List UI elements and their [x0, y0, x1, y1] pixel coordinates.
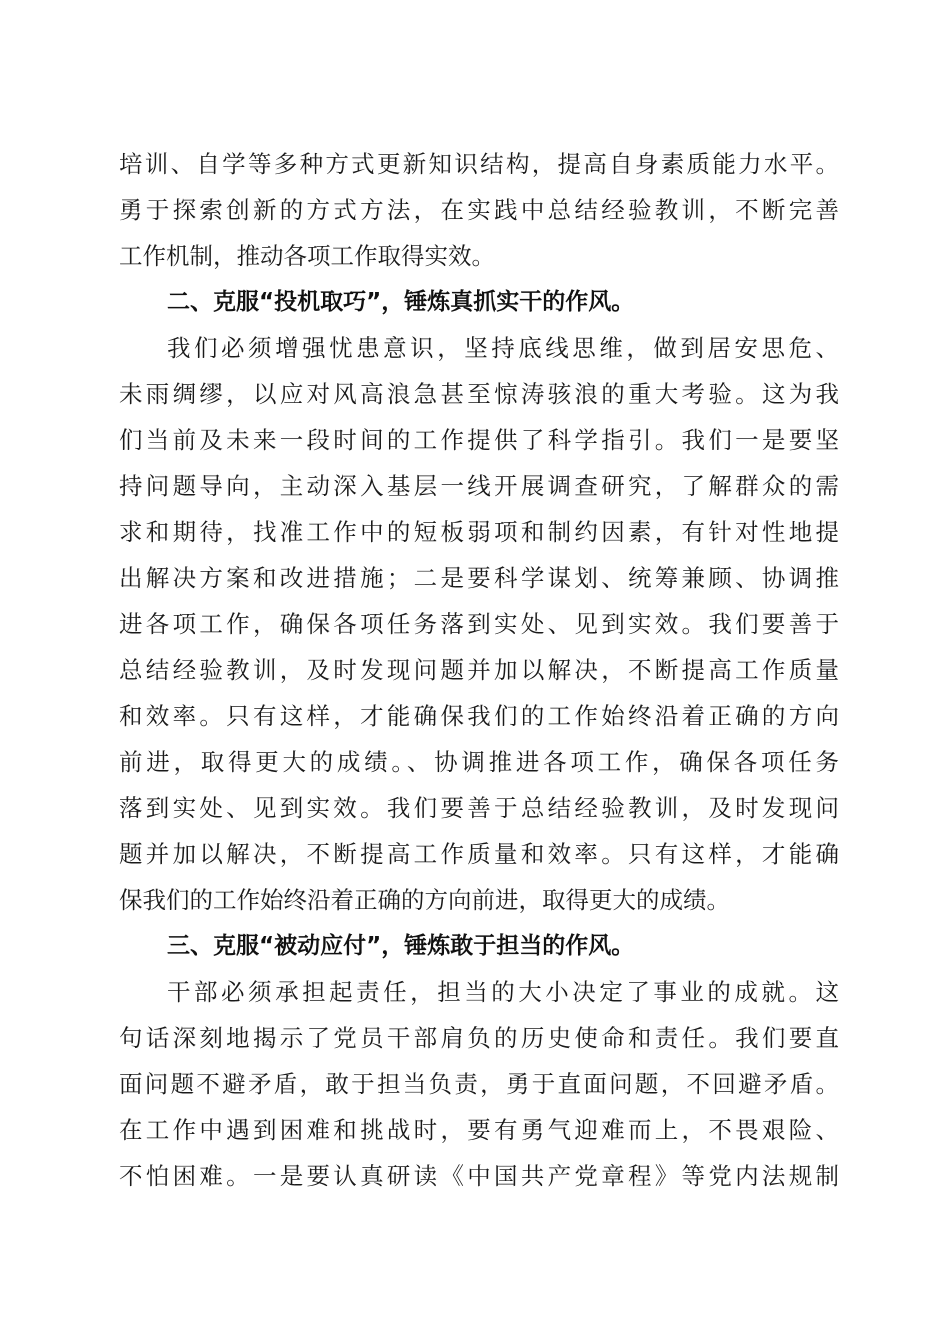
text-line: 总结经验教训，及时发现问题并加以解决，不断提高工作质量: [119, 656, 839, 684]
text-line: 出解决方案和改进措施；二是要科学谋划、统筹兼顾、协调推: [119, 564, 839, 592]
text-line: 前进，取得更大的成绩。、协调推进各项工作，确保各项任务: [119, 748, 839, 776]
text-line: 保我们的工作始终沿着正确的方向前进，取得更大的成绩。: [119, 886, 730, 914]
text-line: 和效率。只有这样，才能确保我们的工作始终沿着正确的方向: [119, 702, 839, 730]
text-line: 未雨绸缪，以应对风高浪急甚至惊涛骇浪的重大考验。这为我: [119, 380, 839, 408]
text-line: 不怕困难。一是要认真研读《中国共产党章程》等党内法规制: [119, 1162, 839, 1190]
text-line: 题并加以解决，不断提高工作质量和效率。只有这样，才能确: [119, 840, 839, 868]
text-line: 面问题不避矛盾，敢于担当负责，勇于直面问题，不回避矛盾。: [119, 1070, 839, 1098]
text-line: 培训、自学等多种方式更新知识结构，提高自身素质能力水平。: [119, 150, 839, 178]
text-line: 进各项工作，确保各项任务落到实处、见到实效。我们要善于: [119, 610, 839, 638]
text-line: 在工作中遇到困难和挑战时，要有勇气迎难而上，不畏艰险、: [119, 1116, 839, 1144]
section-heading-2: 二、克服“投机取巧”，锤炼真抓实干的作风。: [167, 289, 635, 315]
text-line: 们当前及未来一段时间的工作提供了科学指引。我们一是要坚: [119, 426, 839, 454]
section-heading-3: 三、克服“被动应付”，锤炼敢于担当的作风。: [167, 933, 635, 959]
text-line: 勇于探索创新的方式方法，在实践中总结经验教训，不断完善: [119, 196, 839, 224]
text-line: 持问题导向，主动深入基层一线开展调查研究，了解群众的需: [119, 472, 839, 500]
text-line: 落到实处、见到实效。我们要善于总结经验教训，及时发现问: [119, 794, 839, 822]
text-line: 我们必须增强忧患意识，坚持底线思维，做到居安思危、: [167, 334, 839, 362]
text-line: 句话深刻地揭示了党员干部肩负的历史使命和责任。我们要直: [119, 1024, 839, 1052]
text-line: 求和期待，找准工作中的短板弱项和制约因素，有针对性地提: [119, 518, 839, 546]
text-line: 工作机制，推动各项工作取得实效。: [119, 242, 495, 270]
text-line: 干部必须承担起责任，担当的大小决定了事业的成就。这: [167, 978, 839, 1006]
